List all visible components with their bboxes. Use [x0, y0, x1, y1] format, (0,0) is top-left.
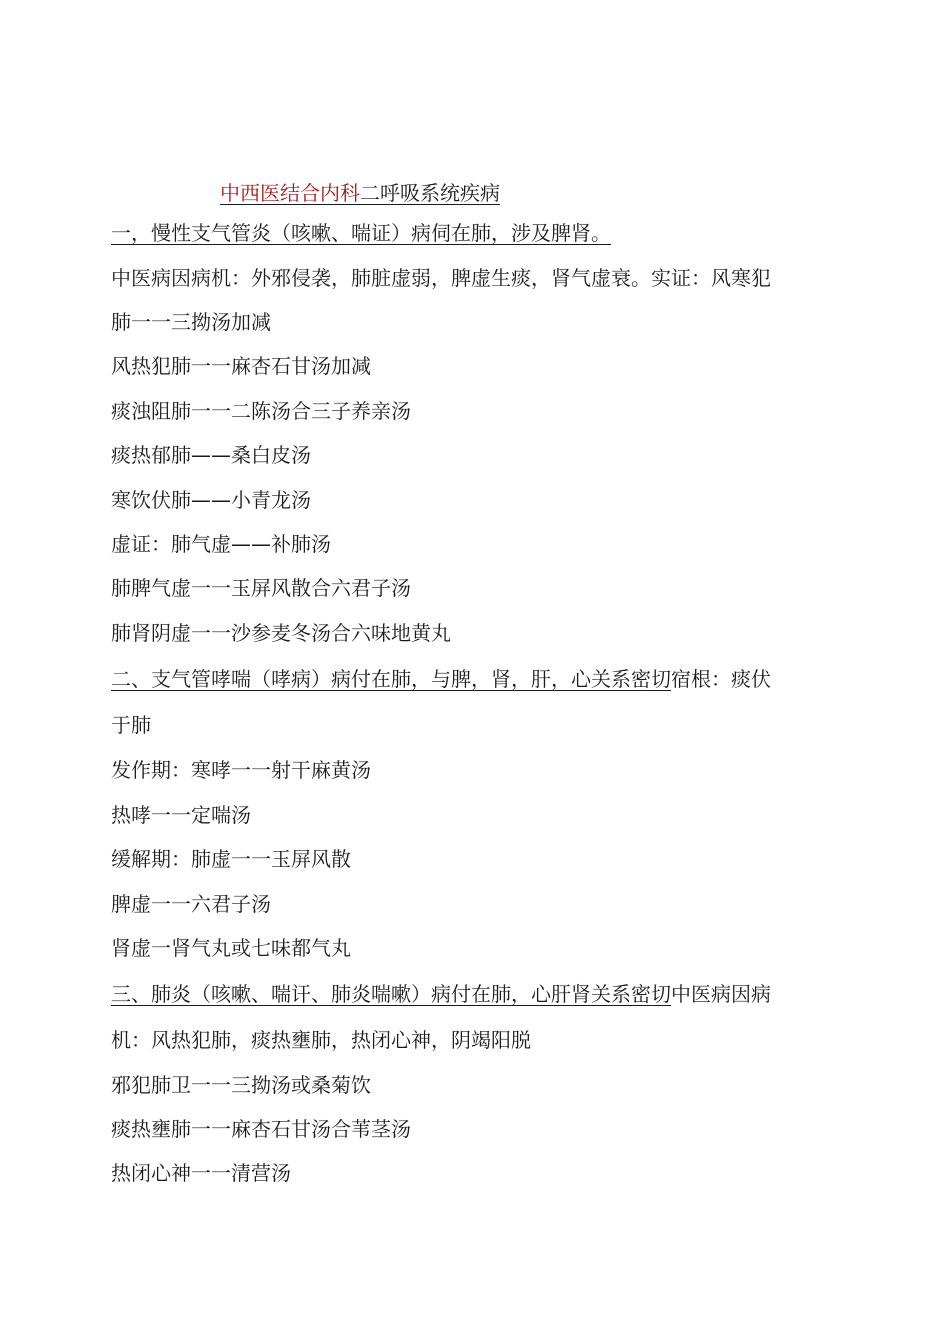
list-item: 虚证：肺气虚——补肺汤: [111, 532, 331, 556]
document-title-part1: 中西医结合内科: [220, 181, 360, 205]
list-item: 风热犯肺一一麻杏石甘汤加减: [111, 354, 371, 378]
list-item: 肾虚一肾气丸或七味都气丸: [111, 936, 351, 960]
section3-heading-underlined: 三、肺炎（咳嗽、喘讦、肺炎喘嗽）病付在肺，心肝肾关系密切: [111, 982, 671, 1006]
section2-heading-underlined: 二、支气管哮喘（哮病）病付在肺，与脾，肾，肝，心关系密切: [111, 667, 671, 691]
list-item: 邪犯肺卫一一三拗汤或桑菊饮: [111, 1073, 371, 1097]
document-title: [220, 178, 500, 208]
list-item: 缓解期：肺虚一一玉屏风散: [111, 847, 351, 871]
list-item: 寒饮伏肺——小青龙汤: [111, 488, 311, 512]
section3-heading-rest: 中医病因病: [671, 982, 771, 1006]
list-item: 痰热壅肺一一麻杏石甘汤合苇茎汤: [111, 1117, 411, 1141]
section3-line-b: 机：风热犯肺，痰热壅肺，热闭心神，阴竭阳脱: [111, 1028, 531, 1052]
list-item: 肺肾阴虚一一沙参麦冬汤合六味地黄丸: [111, 621, 451, 645]
list-item: 热哮一一定喘汤: [111, 803, 251, 827]
list-item: 痰热郁肺——桑白皮汤: [111, 443, 311, 467]
list-item: 热闭心神一一清营汤: [111, 1161, 291, 1185]
section2-heading: [111, 664, 771, 694]
list-item: 痰浊阻肺一一二陈汤合三子养亲汤: [111, 399, 411, 423]
document-title-part2: 二呼吸系统疾病: [360, 181, 500, 205]
section2-heading-rest: 宿根：痰伏: [671, 667, 771, 691]
section2-line-b: 于肺: [111, 713, 151, 737]
section1-heading: 一，慢性支气管炎（咳嗽、喘证）病伺在肺，涉及脾肾。: [111, 221, 611, 245]
list-item: 发作期：寒哮一一射干麻黄汤: [111, 758, 371, 782]
section1-line-b: 肺一一三拗汤加减: [111, 310, 271, 334]
section3-heading: [111, 979, 771, 1009]
list-item: 脾虚一一六君子汤: [111, 892, 271, 916]
list-item: 肺脾气虚一一玉屏风散合六君子汤: [111, 576, 411, 600]
section1-line-a: 中医病因病机：外邪侵袭，肺脏虚弱，脾虚生痰，肾气虚衰。实证：风寒犯: [111, 266, 771, 290]
